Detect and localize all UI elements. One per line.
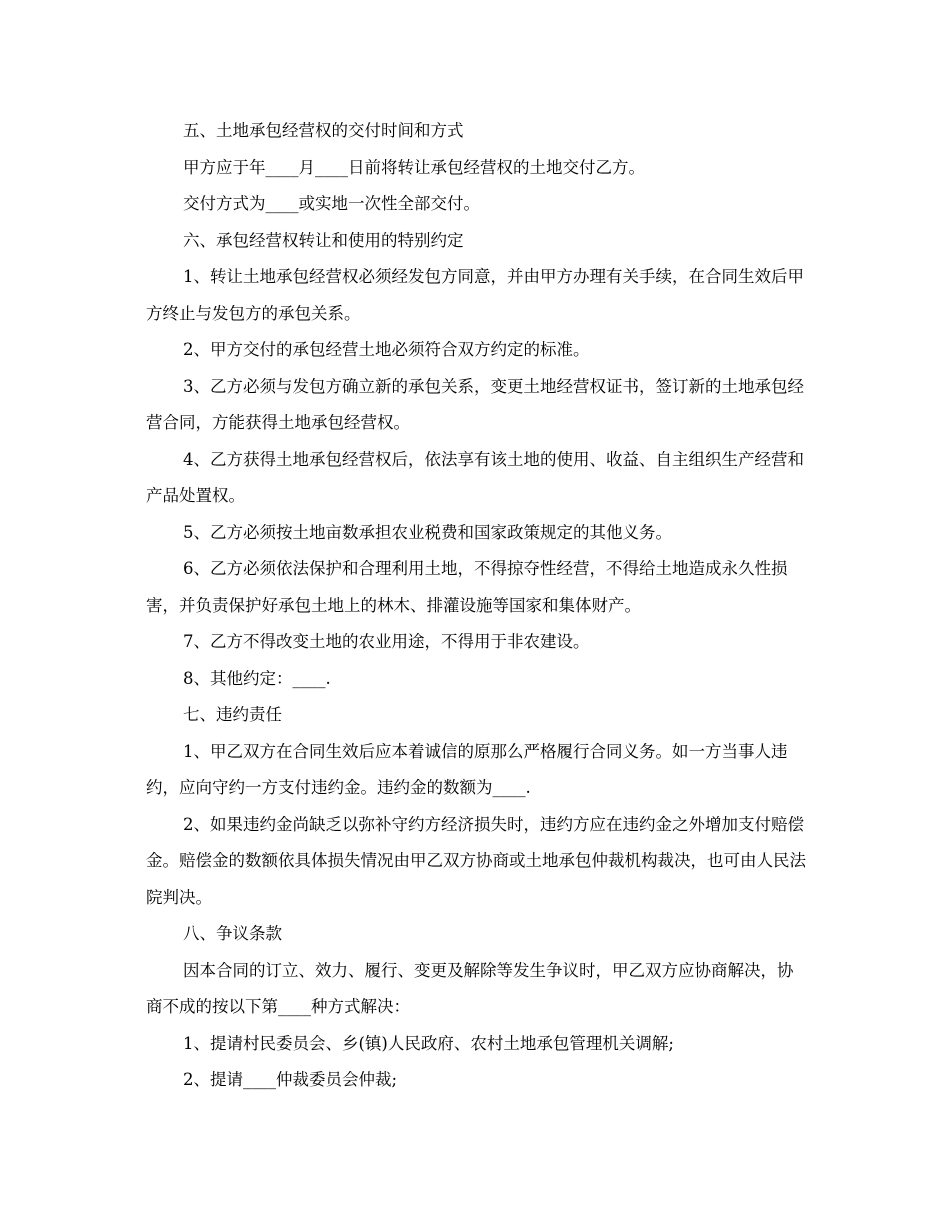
clause-7-2: 2、如果违约金尚缺乏以弥补守约方经济损失时，违约方应在违约金之外增加支付赔偿金。赔偿金的数额依具体损失情况由甲乙双方协商或土地承包仲裁机构裁决，也可由人民法院判决。 xyxy=(146,814,806,907)
clause-7-1: 1、甲乙双方在合同生效后应本着诚信的原那么严格履行合同义务。如一方当事人违约，应向守约一方支付违约金。违约金的数额为____. xyxy=(146,741,788,797)
section-heading-5: 五、土地承包经营权的交付时间和方式 xyxy=(183,121,464,140)
clause-6-4: 4、乙方获得土地承包经营权后，依法享有该土地的使用、收益、自主组织生产经营和产品处置权。 xyxy=(146,449,804,505)
clause-6-1: 1、转让土地承包经营权必须经发包方同意，并由甲方办理有关手续，在合同生效后甲方终止与发包方的承包关系。 xyxy=(146,267,804,323)
clause-6-5: 5、乙方必须按土地亩数承担农业税费和国家政策规定的其他义务。 xyxy=(183,522,672,542)
clause-8-1: 1、提请村民委员会、乡(镇)人民政府、农村土地承包管理机关调解; xyxy=(183,1033,674,1053)
clause-6-3: 3、乙方必须与发包方确立新的承包关系，变更土地经营权证书，签订新的土地承包经营合同，方能获得土地承包经营权。 xyxy=(146,376,804,432)
paragraph-delivery-date: 甲方应于年____月____日前将转让承包经营权的土地交付乙方。 xyxy=(183,157,645,177)
paragraph-dispute-intro: 因本合同的订立、效力、履行、变更及解除等发生争议时，甲乙双方应协商解决，协商不成的按以下第____种方式解决： xyxy=(146,960,794,1016)
clause-6-2: 2、甲方交付的承包经营土地必须符合双方约定的标准。 xyxy=(183,340,590,359)
clause-8-2: 2、提请____仲裁委员会仲裁; xyxy=(183,1070,398,1089)
document-body xyxy=(146,113,806,1099)
paragraph-delivery-method: 交付方式为____或实地一次性全部交付。 xyxy=(183,194,480,213)
section-heading-6: 六、承包经营权转让和使用的特别约定 xyxy=(183,230,464,250)
clause-6-8: 8、其他约定：____. xyxy=(183,668,331,688)
clause-6-7: 7、乙方不得改变土地的农业用途，不得用于非农建设。 xyxy=(183,632,590,651)
clause-6-6: 6、乙方必须依法保护和合理利用土地，不得掠夺性经营，不得给土地造成永久性损害，并负责保护好承包土地上的林木、排灌设施等国家和集体财产。 xyxy=(146,559,788,615)
section-heading-7: 七、违约责任 xyxy=(183,705,282,724)
section-heading-8: 八、争议条款 xyxy=(183,924,282,943)
